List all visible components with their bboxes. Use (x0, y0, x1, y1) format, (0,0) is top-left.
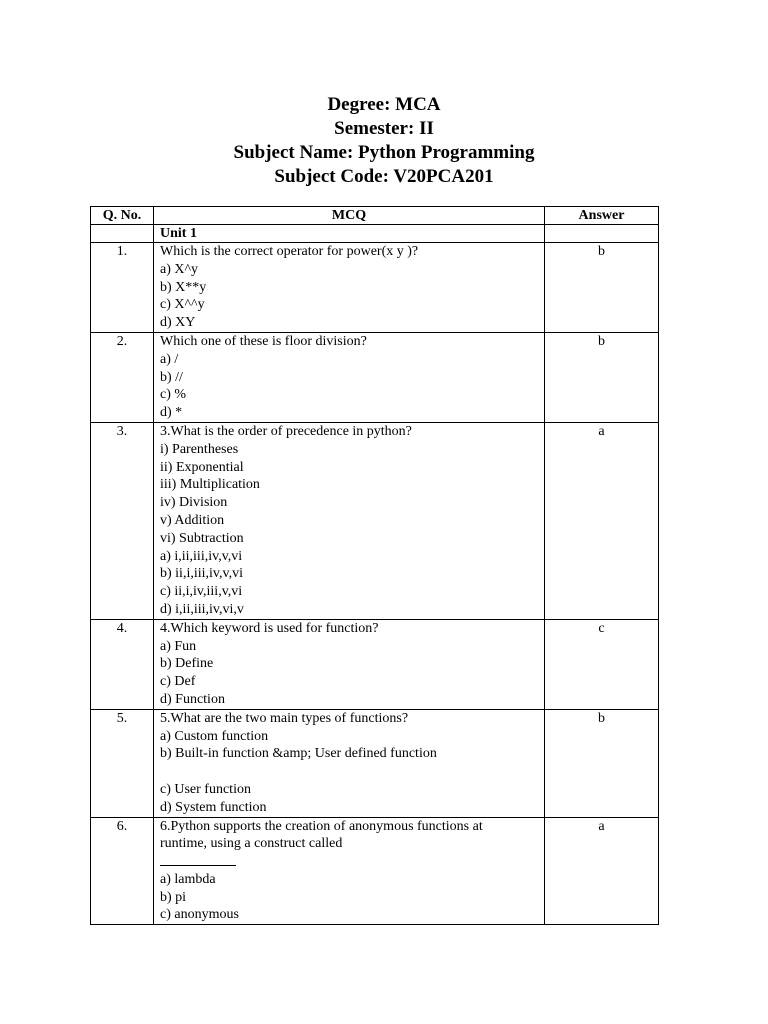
subject-code-heading: Subject Code: V20PCA201 (274, 166, 494, 187)
question-stem: Which is the correct operator for power(x y )? (160, 244, 419, 259)
option-line: d) i,ii,iii,iv,vi,v (160, 601, 244, 617)
answer-value: c (598, 620, 605, 636)
answer-value: a (598, 423, 605, 439)
qno-column-header: Q. No. (91, 207, 154, 225)
question-stem: Which one of these is floor division? (160, 333, 367, 349)
option-line: vi) Subtraction (160, 530, 244, 546)
question-text-cell (154, 817, 545, 925)
question-stem: 4.Which keyword is used for function? (160, 620, 379, 636)
option-line: b) X**y (160, 279, 207, 295)
question-number: 5. (116, 710, 128, 726)
answer-value: b (598, 333, 605, 349)
question-number: 1. (116, 244, 128, 259)
question-number: 6. (116, 818, 128, 834)
question-stem: 5.What are the two main types of functions? (160, 710, 409, 726)
option-line: v) Addition (160, 512, 225, 528)
table-row (91, 709, 659, 817)
blank-line (154, 763, 544, 781)
option-line: b) // (160, 369, 183, 385)
option-line: i) Parentheses (160, 441, 239, 457)
answer-value: b (598, 244, 605, 259)
question-stem: 3.What is the order of precedence in python? (160, 423, 412, 439)
question-number: 4. (116, 620, 128, 636)
option-line: iv) Division (160, 495, 228, 511)
answer-column-header: Answer (545, 207, 659, 225)
fill-in-blank (154, 853, 544, 871)
option-line: a) lambda (160, 871, 216, 887)
degree-heading: Degree: MCA (327, 94, 441, 115)
option-line: b) Built-in function &amp; User defined function (160, 746, 437, 762)
question-stem: 6.Python supports the creation of anonymous functions at (160, 818, 483, 834)
option-line: c) Def (160, 674, 196, 690)
subject-name-heading: Subject Name: Python Programming (233, 142, 535, 163)
option-line: d) * (160, 405, 183, 421)
unit-row (91, 225, 659, 243)
question-number: 2. (116, 333, 128, 349)
option-line: c) User function (160, 781, 251, 797)
option-line: b) Define (160, 656, 214, 672)
option-line: b) ii,i,iii,iv,v,vi (160, 566, 243, 582)
table-row (91, 243, 659, 333)
unit-label: Unit 1 (160, 226, 197, 241)
question-number: 3. (116, 423, 128, 439)
answer-value: b (598, 710, 605, 726)
option-line: c) ii,i,iv,iii,v,vi (160, 584, 243, 600)
option-line: a) X^y (160, 261, 199, 277)
table-row (91, 817, 659, 925)
option-line: d) Function (160, 691, 225, 707)
question-stem-continued: runtime, using a construct called (160, 836, 343, 852)
mcq-column-header: MCQ (154, 207, 545, 225)
option-line: a) Fun (160, 638, 197, 654)
option-line: a) i,ii,iii,iv,v,vi (160, 548, 243, 564)
table-row (91, 332, 659, 422)
option-line: d) System function (160, 799, 267, 815)
question-text-cell (154, 619, 545, 709)
option-line: a) Custom function (160, 728, 269, 744)
question-text-cell (154, 709, 545, 817)
semester-heading: Semester: II (334, 118, 434, 139)
option-line: a) / (160, 351, 179, 367)
table-row (91, 422, 659, 619)
question-text-cell (154, 332, 545, 422)
table-row (91, 619, 659, 709)
question-text-cell (154, 243, 545, 333)
option-line: b) pi (160, 889, 187, 905)
option-line: c) X^^y (160, 297, 205, 313)
mcq-table (90, 206, 659, 925)
document-header (0, 93, 768, 189)
option-line: d) XY (160, 315, 196, 331)
option-line: c) % (160, 387, 187, 403)
answer-value: a (598, 818, 605, 834)
table-header-row (91, 207, 659, 225)
option-line: iii) Multiplication (160, 477, 260, 493)
option-line: c) anonymous (160, 907, 239, 923)
question-text-cell (154, 422, 545, 619)
option-line: ii) Exponential (160, 459, 244, 475)
